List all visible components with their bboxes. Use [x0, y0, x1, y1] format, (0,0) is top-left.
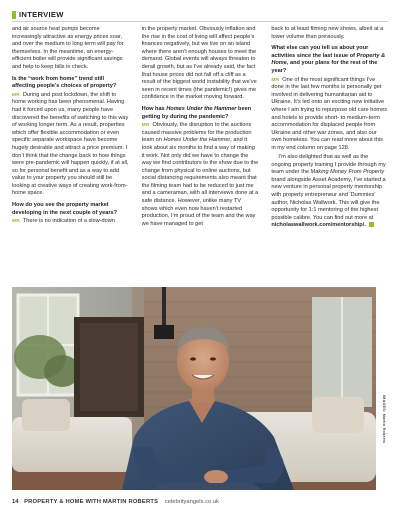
- article-column-1: [12, 26, 129, 288]
- article-body: [12, 26, 388, 288]
- answer: MR Obviously, the disruption to the auctions caused massive problems for the production team on Homes Under the Hammer, and it took about six months to find a way of making it work. Not only did we have to change the way we find contributors to the show due to the change from physical to online auctions, but social distancing requirements also meant that the filming team had to be reduced to just me and a cameraman, with all interviews done at a safe distance. However, unlike many TV shows which even now haven’t restarted production, I’m proud of the team and the way we have managed to get: [141, 122, 259, 227]
- mentorship-url: nicholaswallwork.com/mentorship/.: [271, 222, 366, 229]
- magazine-title: PROPERTY & HOME WITH MARTIN ROBERTS: [24, 499, 159, 505]
- question: What else can you tell us about your activities since the last issue of Property & Home, and your plans for the rest of the year?: [271, 45, 386, 74]
- question: How has Homes Under the Hammer been getting by during the pandemic?: [141, 105, 252, 120]
- answer-marker: MR: [12, 92, 20, 98]
- answer: MR One of the most significant things I’ve done in the last few months is personally get involved in delivering humanitarian aid to Ukraine. It’s led onto an exciting new initiative where I am trying to repurpose old care homes and hotels to provide short- to medium-term accommodation for displaced people from Ukraine and other war zones, and also our own homeless. You can read more about this in my end column on page 128.: [271, 76, 388, 151]
- section-label: INTERVIEW: [19, 10, 64, 19]
- article-column-3: [271, 26, 388, 288]
- portrait-illustration: [12, 287, 376, 490]
- end-mark: [369, 222, 374, 227]
- answer-marker: MR: [141, 123, 150, 129]
- question: How do you see the property market developing in the next couple of years?: [12, 202, 118, 216]
- answer-marker: MR: [12, 219, 20, 225]
- answer-marker: MR: [271, 77, 280, 83]
- page-number: 14: [12, 499, 19, 505]
- photo-credit: IMAGES: Martin Roberts: [382, 395, 386, 444]
- question: Is the “work from home” trend still affecting people’s choices of property?: [12, 75, 117, 90]
- answer: MR There is no indication of a slow-down: [12, 218, 115, 225]
- paragraph: I’m also delighted that as well as the ongoing property training I provide through my team under the Making Money From Property brand alongside Asset Academy, I’ve started a new venture in personal property mentorship with property entrepreneur and ‘Dummies’ author, Nicholas Wallwork. This will give the opportunity for 1:1 mentoring of the highest possible calibre. You can find out more at nicholaswallwork.com/mentorship/.: [271, 154, 386, 229]
- paragraph: back to at least filming new shows, albeit at a lower volume than previously.: [271, 26, 384, 40]
- page-footer: [12, 497, 388, 507]
- website: celebrityangels.co.uk: [164, 499, 219, 505]
- answer: MR During and post lockdown, the shift to home working has been phenomenal. Having had it forced upon us, many people have discovered the benefits of switching to this way of working longer term. As a result, properties which offer flexible accommodation or even specific separate workspace have become hugely desirable and attract a price premium. I don’t think that the change back to how things were pre-pandemic will happen quickly, if at all, so for personal benefit and as a way to add value to your property you should still be looking at creative ways of creating work-from-home space.: [12, 91, 129, 197]
- article-column-2: [142, 26, 259, 288]
- section-marker: [12, 11, 16, 19]
- section-header: [12, 10, 388, 22]
- paragraph: and air source heat pumps become increasingly attractive as energy prices soar, and over the medium to long term will pay for themselves. In the meantime, an energy-efficient boiler will provide significant savings and help to keep bills in check.: [12, 26, 124, 70]
- paragraph: in the property market. Obviously inflation and the rise in the cost of living will affect people’s finances negatively, but we live on an island where there aren’t enough houses to meet the demand. Global events will always threaten to derail growth, but as I’ve already said, the fact that house prices did not fall off a cliff as a result of the biggest world instability that we’ve seen in recent times (the pandemic!) gives me confidence in the market moving forward.: [141, 26, 257, 101]
- portrait-photo: [12, 287, 376, 490]
